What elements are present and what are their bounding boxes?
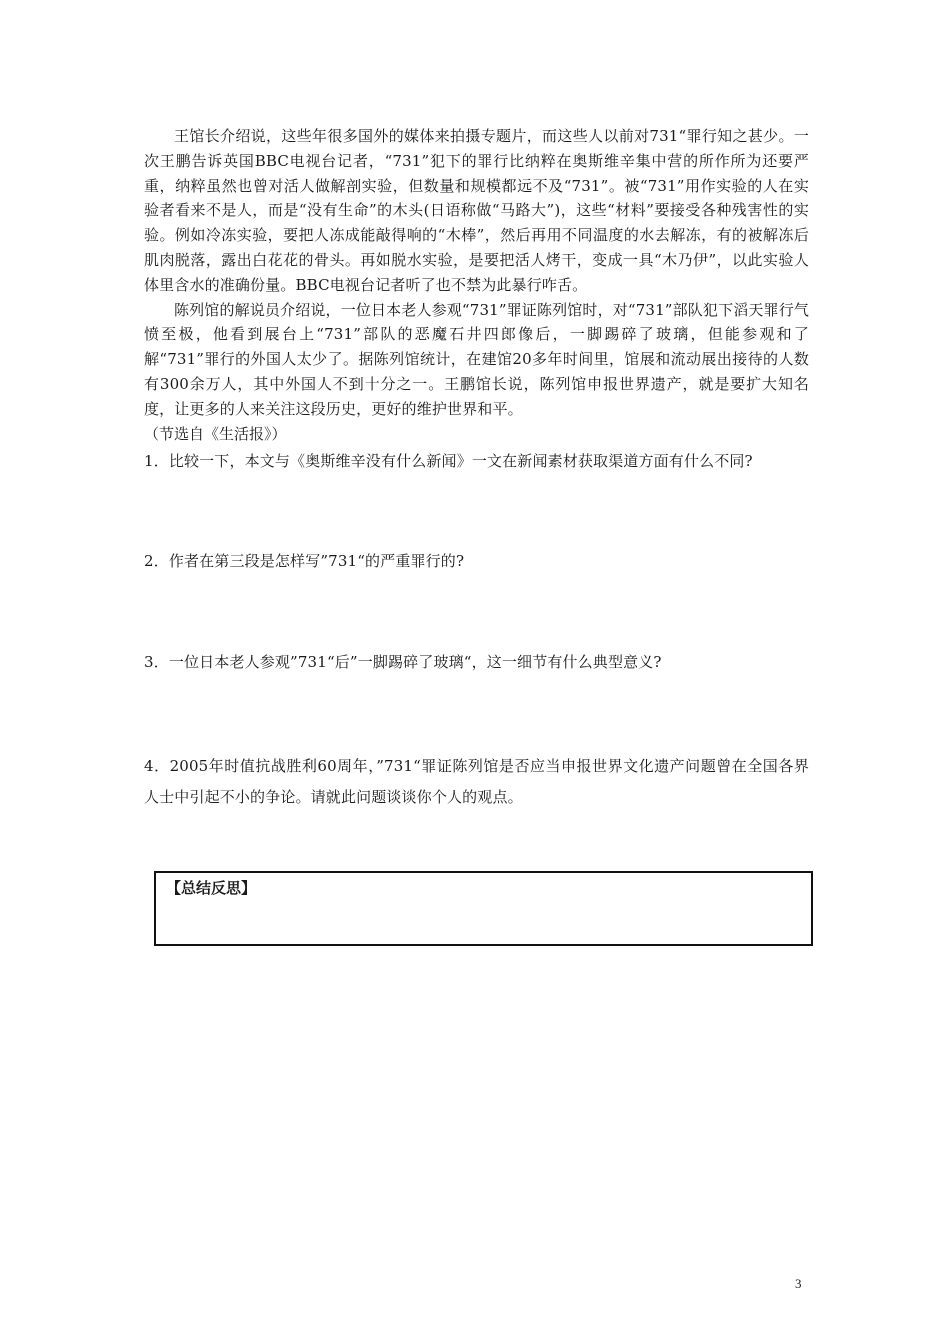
question-3: 3．一位日本老人参观”731“后”一脚踢碎了玻璃“，这一细节有什么典型意义? [144,652,662,671]
question-2: 2．作者在第三段是怎样写”731“的严重罪行的? [144,552,465,571]
question-4: 4．2005年时值抗战胜利60周年，”731“罪证陈列馆是否应当申报世界文化遗产问题曾在全国各界人士中引起不小的争论。请就此问题谈谈你个人的观点。 [144,756,809,806]
article-paragraph-1: 王馆长介绍说，这些年很多国外的媒体来拍摄专题片，而这些人以前对731“罪行知之甚少。一次王鹏告诉英国BBC电视台记者，“731”犯下的罪行比纳粹在奥斯维辛集中营的所作所为还要严重，纳粹虽然也曾对活人做解剖实验，但数量和规模都远不及“731”。被“731”用作实验的人在实验者看来不是人，而是“没有生命”的木头(日语称做“马路大”)，这些“材料”要接受各种残害性的实验。例如冷冻实验，要把人冻成能敲得响的“木棒”，然后再用不同温度的水去解冻，有的被解冻后肌肉脱落，露出白花花的骨头。再如脱水实验，是要把活人烤干，变成一具“木乃伊”，以此实验人体里含水的准确份量。BBC电视台记者听了也不禁为此暴行咋舌。 [144,127,809,294]
summary-reflection-label: 【总结反思】 [166,879,257,897]
page-number: 3 [795,1276,802,1291]
question-1: 1．比较一下，本文与《奥斯维辛没有什么新闻》一文在新闻素材获取渠道方面有什么不同? [144,452,753,471]
summary-reflection-box [154,871,813,946]
article-paragraph-2: 陈列馆的解说员介绍说，一位日本老人参观“731”罪证陈列馆时，对“731”部队犯下滔天罪行气愤至极，他看到展台上“731”部队的恶魔石井四郎像后，一脚踢碎了玻璃，但能参观和了解“731”罪行的外国人太少了。据陈列馆统计，在建馆20多年时间里，馆展和流动展出接待的人数有300余万人，其中外国人不到十分之一。王鹏馆长说，陈列馆申报世界遗产，就是要扩大知名度，让更多的人来关注这段历史，更好的维护世界和平。 [144,300,809,418]
article-source: （节选自《生活报》） [144,424,287,443]
article-content [144,124,809,813]
